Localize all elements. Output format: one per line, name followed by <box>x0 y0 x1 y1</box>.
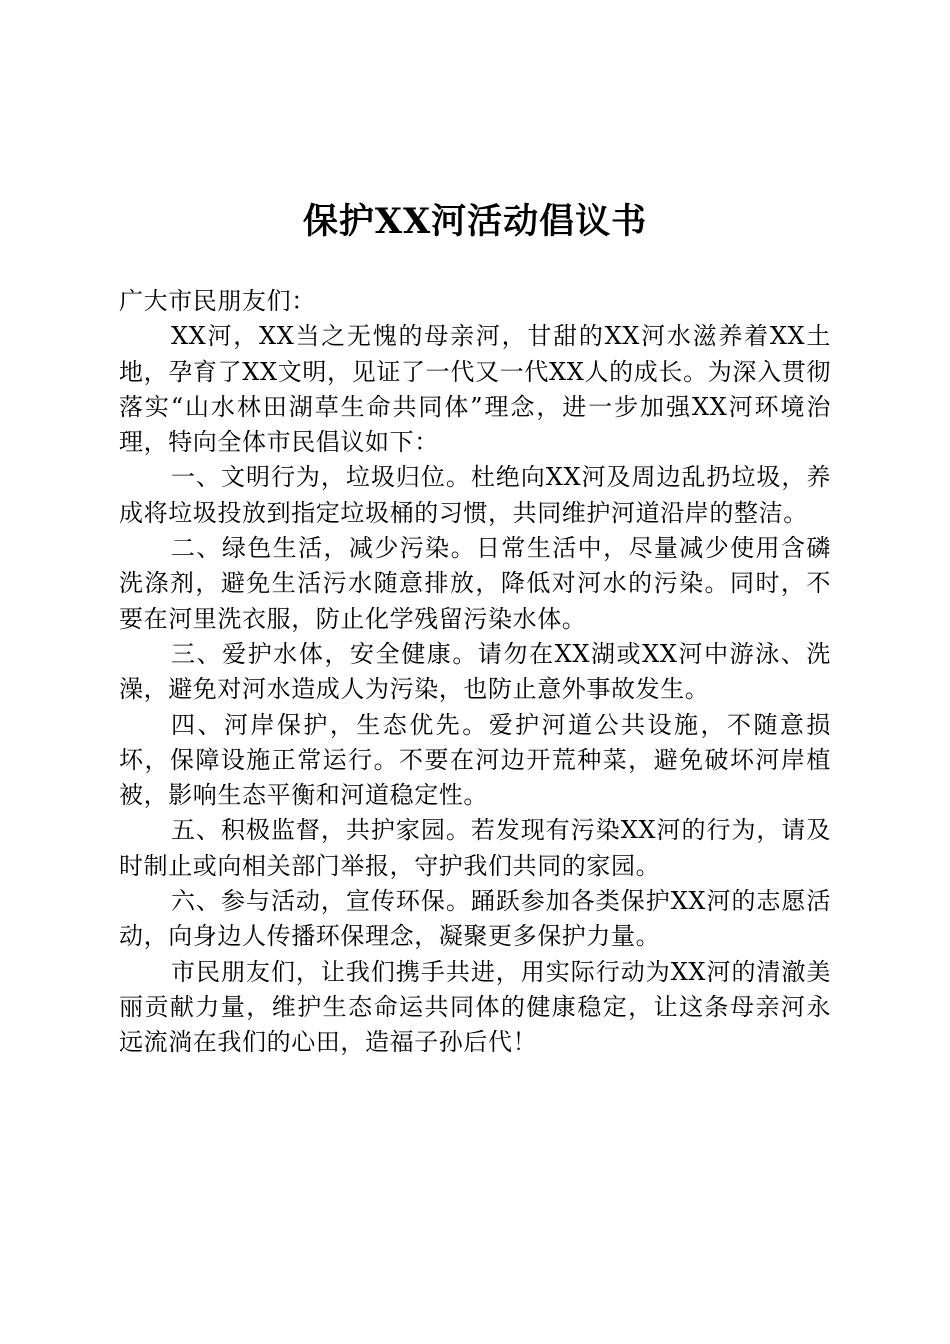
salutation: 广大市民朋友们： <box>119 287 316 315</box>
proposal-1-paragraph: 一、文明行为，垃圾归位。杜绝向XX河及周边乱扔垃圾，养成将垃圾投放到指定垃圾桶的习惯，共同维护河道沿岸的整洁。 <box>119 463 831 527</box>
proposal-2-paragraph: 二、绿色生活，减少污染。日常生活中，尽量减少使用含磷洗涤剂，避免生活污水随意排放，降低对河水的污染。同时，不要在河里洗衣服，防止化学残留污染水体。 <box>119 534 831 633</box>
document-body <box>119 284 831 1061</box>
document-title: 保护XX河活动倡议书 <box>302 201 648 242</box>
proposal-3-paragraph: 三、爱护水体，安全健康。请勿在XX湖或XX河中游泳、洗澡，避免对河水造成人为污染，也防止意外事故发生。 <box>119 639 831 704</box>
closing-paragraph: 市民朋友们，让我们携手共进，用实际行动为XX河的清澈美丽贡献力量，维护生态命运共同体的健康稳定，让这条母亲河永远流淌在我们的心田，造福子孙后代！ <box>119 957 831 1057</box>
intro-paragraph: XX河，XX当之无愧的母亲河，甘甜的XX河水滋养着XX土地，孕育了XX文明，见证了一代又一代XX人的成长。为深入贯彻落实“山水林田湖草生命共同体”理念，进一步加强XX河环境治理，特向全体市民倡议如下： <box>119 322 831 457</box>
proposal-4-paragraph: 四、河岸保护，生态优先。爱护河道公共设施，不随意损坏，保障设施正常运行。不要在河边开荒种菜，避免破坏河岸植被，影响生态平衡和河道稳定性。 <box>119 710 831 810</box>
proposal-6-paragraph: 六、参与活动，宣传环保。踊跃参加各类保护XX河的志愿活动，向身边人传播环保理念，凝聚更多保护力量。 <box>119 887 831 951</box>
proposal-5-paragraph: 五、积极监督，共护家园。若发现有污染XX河的行为，请及时制止或向相关部门举报，守护我们共同的家园。 <box>119 816 831 880</box>
